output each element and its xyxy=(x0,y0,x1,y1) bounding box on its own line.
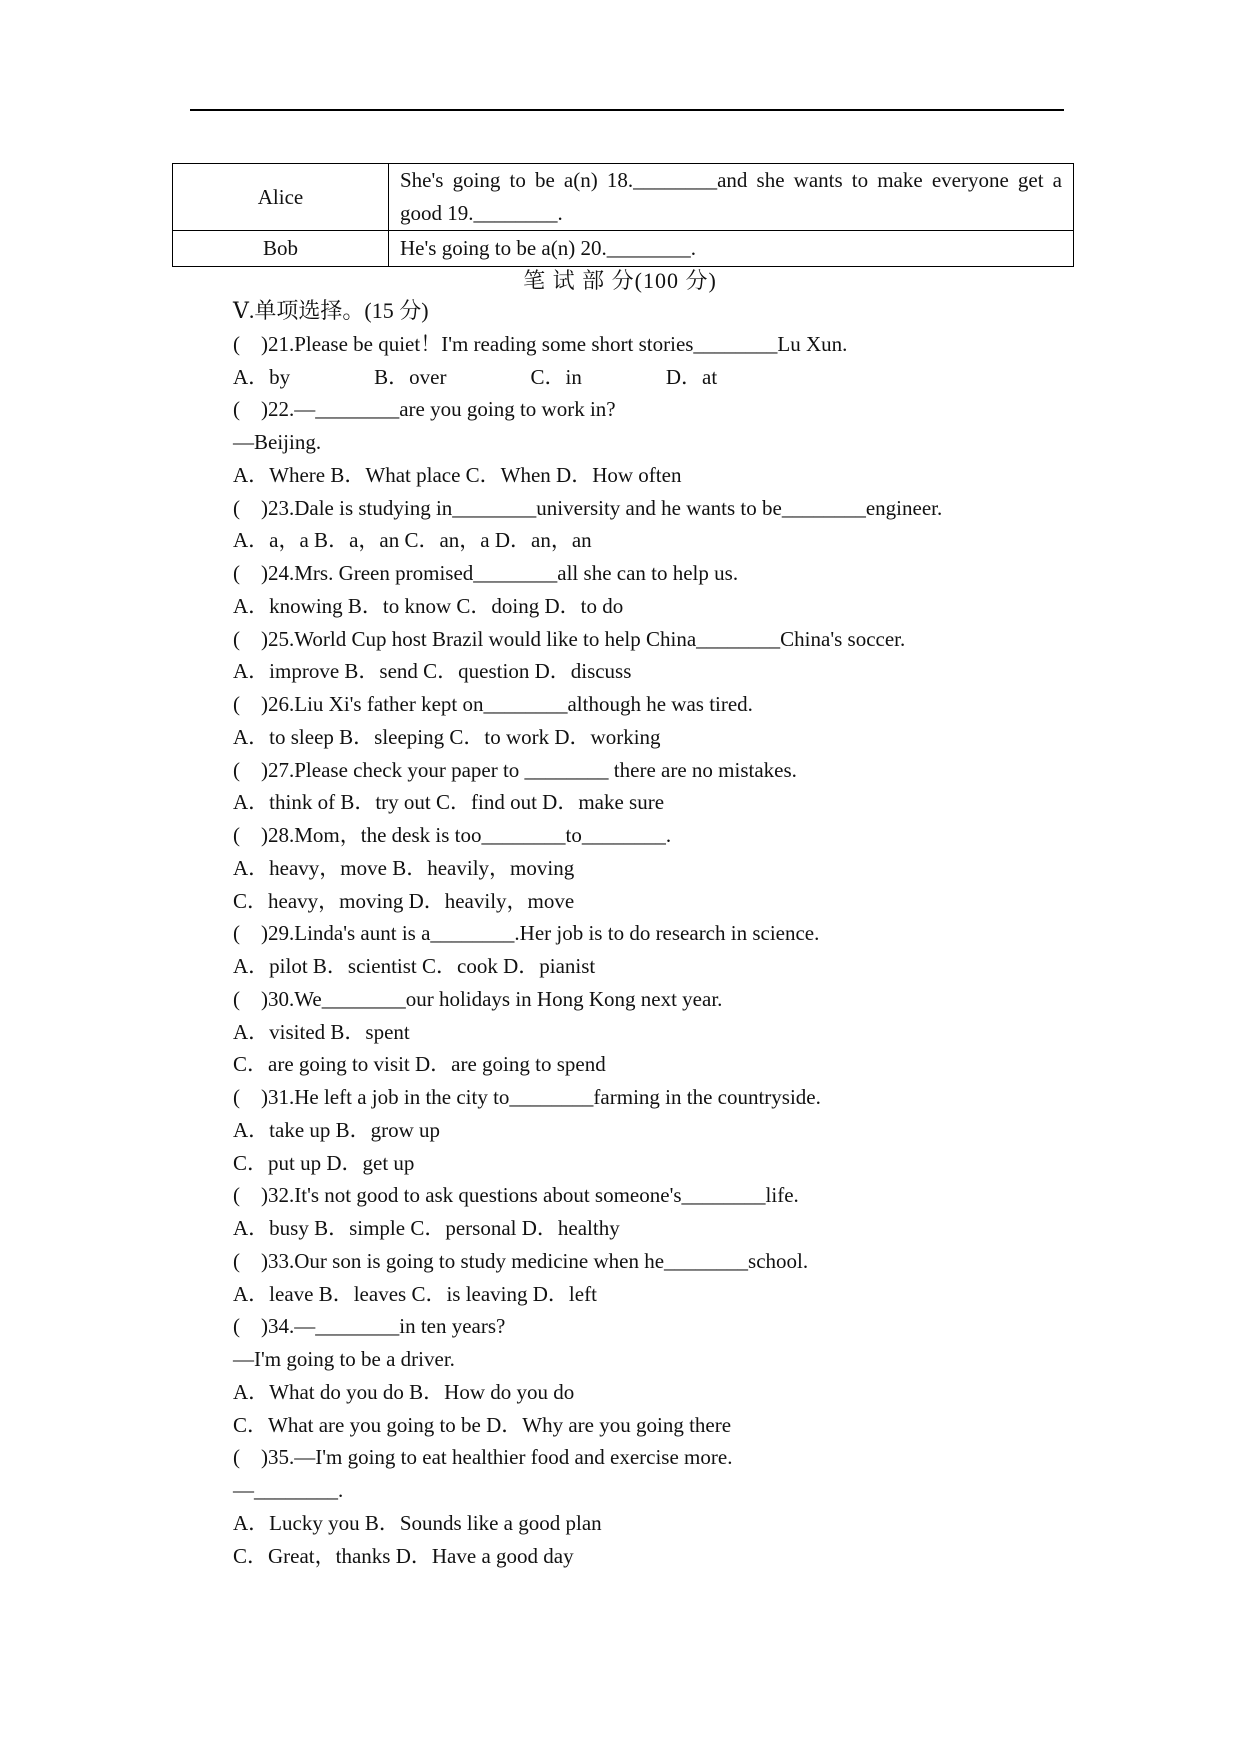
answer-options: C．What are you going to be D．Why are you going there xyxy=(233,1412,732,1437)
table-cell-name: Bob xyxy=(173,231,389,267)
table-cell-text: He's going to be a(n) 20.________. xyxy=(389,231,1074,267)
answer-options: A．leave B．leaves C．is leaving D．left xyxy=(233,1281,597,1306)
answer-options: A．Lucky you B．Sounds like a good plan xyxy=(233,1510,602,1535)
answer-options: A．pilot B．scientist C．cook D．pianist xyxy=(233,954,596,978)
answer-options: A．knowing B．to know C．doing D．to do xyxy=(233,593,624,618)
question-stem: ( )27.Please check your paper to ________ there are no mistakes. xyxy=(233,757,797,782)
section-title: 笔 试 部 分(100 分) xyxy=(523,268,717,293)
question-stem: ( )23.Dale is studying in________university and he wants to be________engineer. xyxy=(233,495,943,520)
answer-options: A．heavy，move B．heavily，moving xyxy=(233,855,575,880)
answer-options: C．heavy，moving D．heavily，move xyxy=(233,888,575,913)
answer-options: A．by B．over C．in D．at xyxy=(233,364,718,389)
question-stem: ( )33.Our son is going to study medicine when he________school. xyxy=(233,1248,809,1273)
dialogue-line: —I'm going to be a driver. xyxy=(233,1347,455,1371)
dialogue-line: —________. xyxy=(233,1478,344,1502)
header-rule xyxy=(190,109,1064,111)
question-stem: ( )34.—________in ten years? xyxy=(233,1314,506,1339)
part-heading: Ⅴ.单项选择。(15 分) xyxy=(233,298,429,323)
answer-options: A．to sleep B．sleeping C．to work D．working xyxy=(233,724,661,749)
dialogue-line: —Beijing. xyxy=(233,430,322,454)
answer-options: C．Great，thanks D．Have a good day xyxy=(233,1543,574,1568)
question-stem: ( )25.World Cup host Brazil would like to help China________China's soccer. xyxy=(233,626,906,651)
answer-options: A．What do you do B．How do you do xyxy=(233,1379,575,1404)
table-row xyxy=(173,231,1074,267)
question-stem: ( )24.Mrs. Green promised________all she can to help us. xyxy=(233,561,739,585)
answer-options: A．a，a B．a，an C．an，a D．an，an xyxy=(233,528,592,553)
table-row xyxy=(173,164,1074,231)
answer-options: A．think of B．try out C．find out D．make sure xyxy=(233,790,665,815)
table-cell-name: Alice xyxy=(173,164,389,231)
question-stem: ( )22.—________are you going to work in? xyxy=(233,397,616,422)
answer-options: C．put up D．get up xyxy=(233,1150,415,1175)
question-stem: ( )29.Linda's aunt is a________.Her job is to do research in science. xyxy=(233,921,820,946)
question-list xyxy=(233,295,1133,1572)
question-stem: ( )21.Please be quiet！I'm reading some short stories________Lu Xun. xyxy=(233,331,848,356)
answer-options: A．take up B．grow up xyxy=(233,1117,441,1142)
question-stem: ( )28.Mom，the desk is too________to________. xyxy=(233,823,672,847)
question-stem: ( )31.He left a job in the city to________farming in the countryside. xyxy=(233,1085,821,1109)
answer-options: A．visited B．spent xyxy=(233,1019,410,1044)
question-stem: ( )35.—I'm going to eat healthier food and exercise more. xyxy=(233,1445,733,1470)
answer-options: A．improve B．send C．question D．discuss xyxy=(233,659,632,684)
question-stem: ( )32.It's not good to ask questions about someone's________life. xyxy=(233,1183,799,1208)
table-cell-text: She's going to be a(n) 18.________and she wants to make everyone get a good 19.________. xyxy=(389,164,1074,231)
question-stem: ( )30.We________our holidays in Hong Kong next year. xyxy=(233,986,723,1011)
question-stem: ( )26.Liu Xi's father kept on________although he was tired. xyxy=(233,692,753,716)
answer-options: A．busy B．simple C．personal D．healthy xyxy=(233,1216,620,1240)
role-table xyxy=(172,163,1074,267)
answer-options: A．Where B．What place C．When D．How often xyxy=(233,462,682,487)
answer-options: C．are going to visit D．are going to spend xyxy=(233,1052,606,1077)
